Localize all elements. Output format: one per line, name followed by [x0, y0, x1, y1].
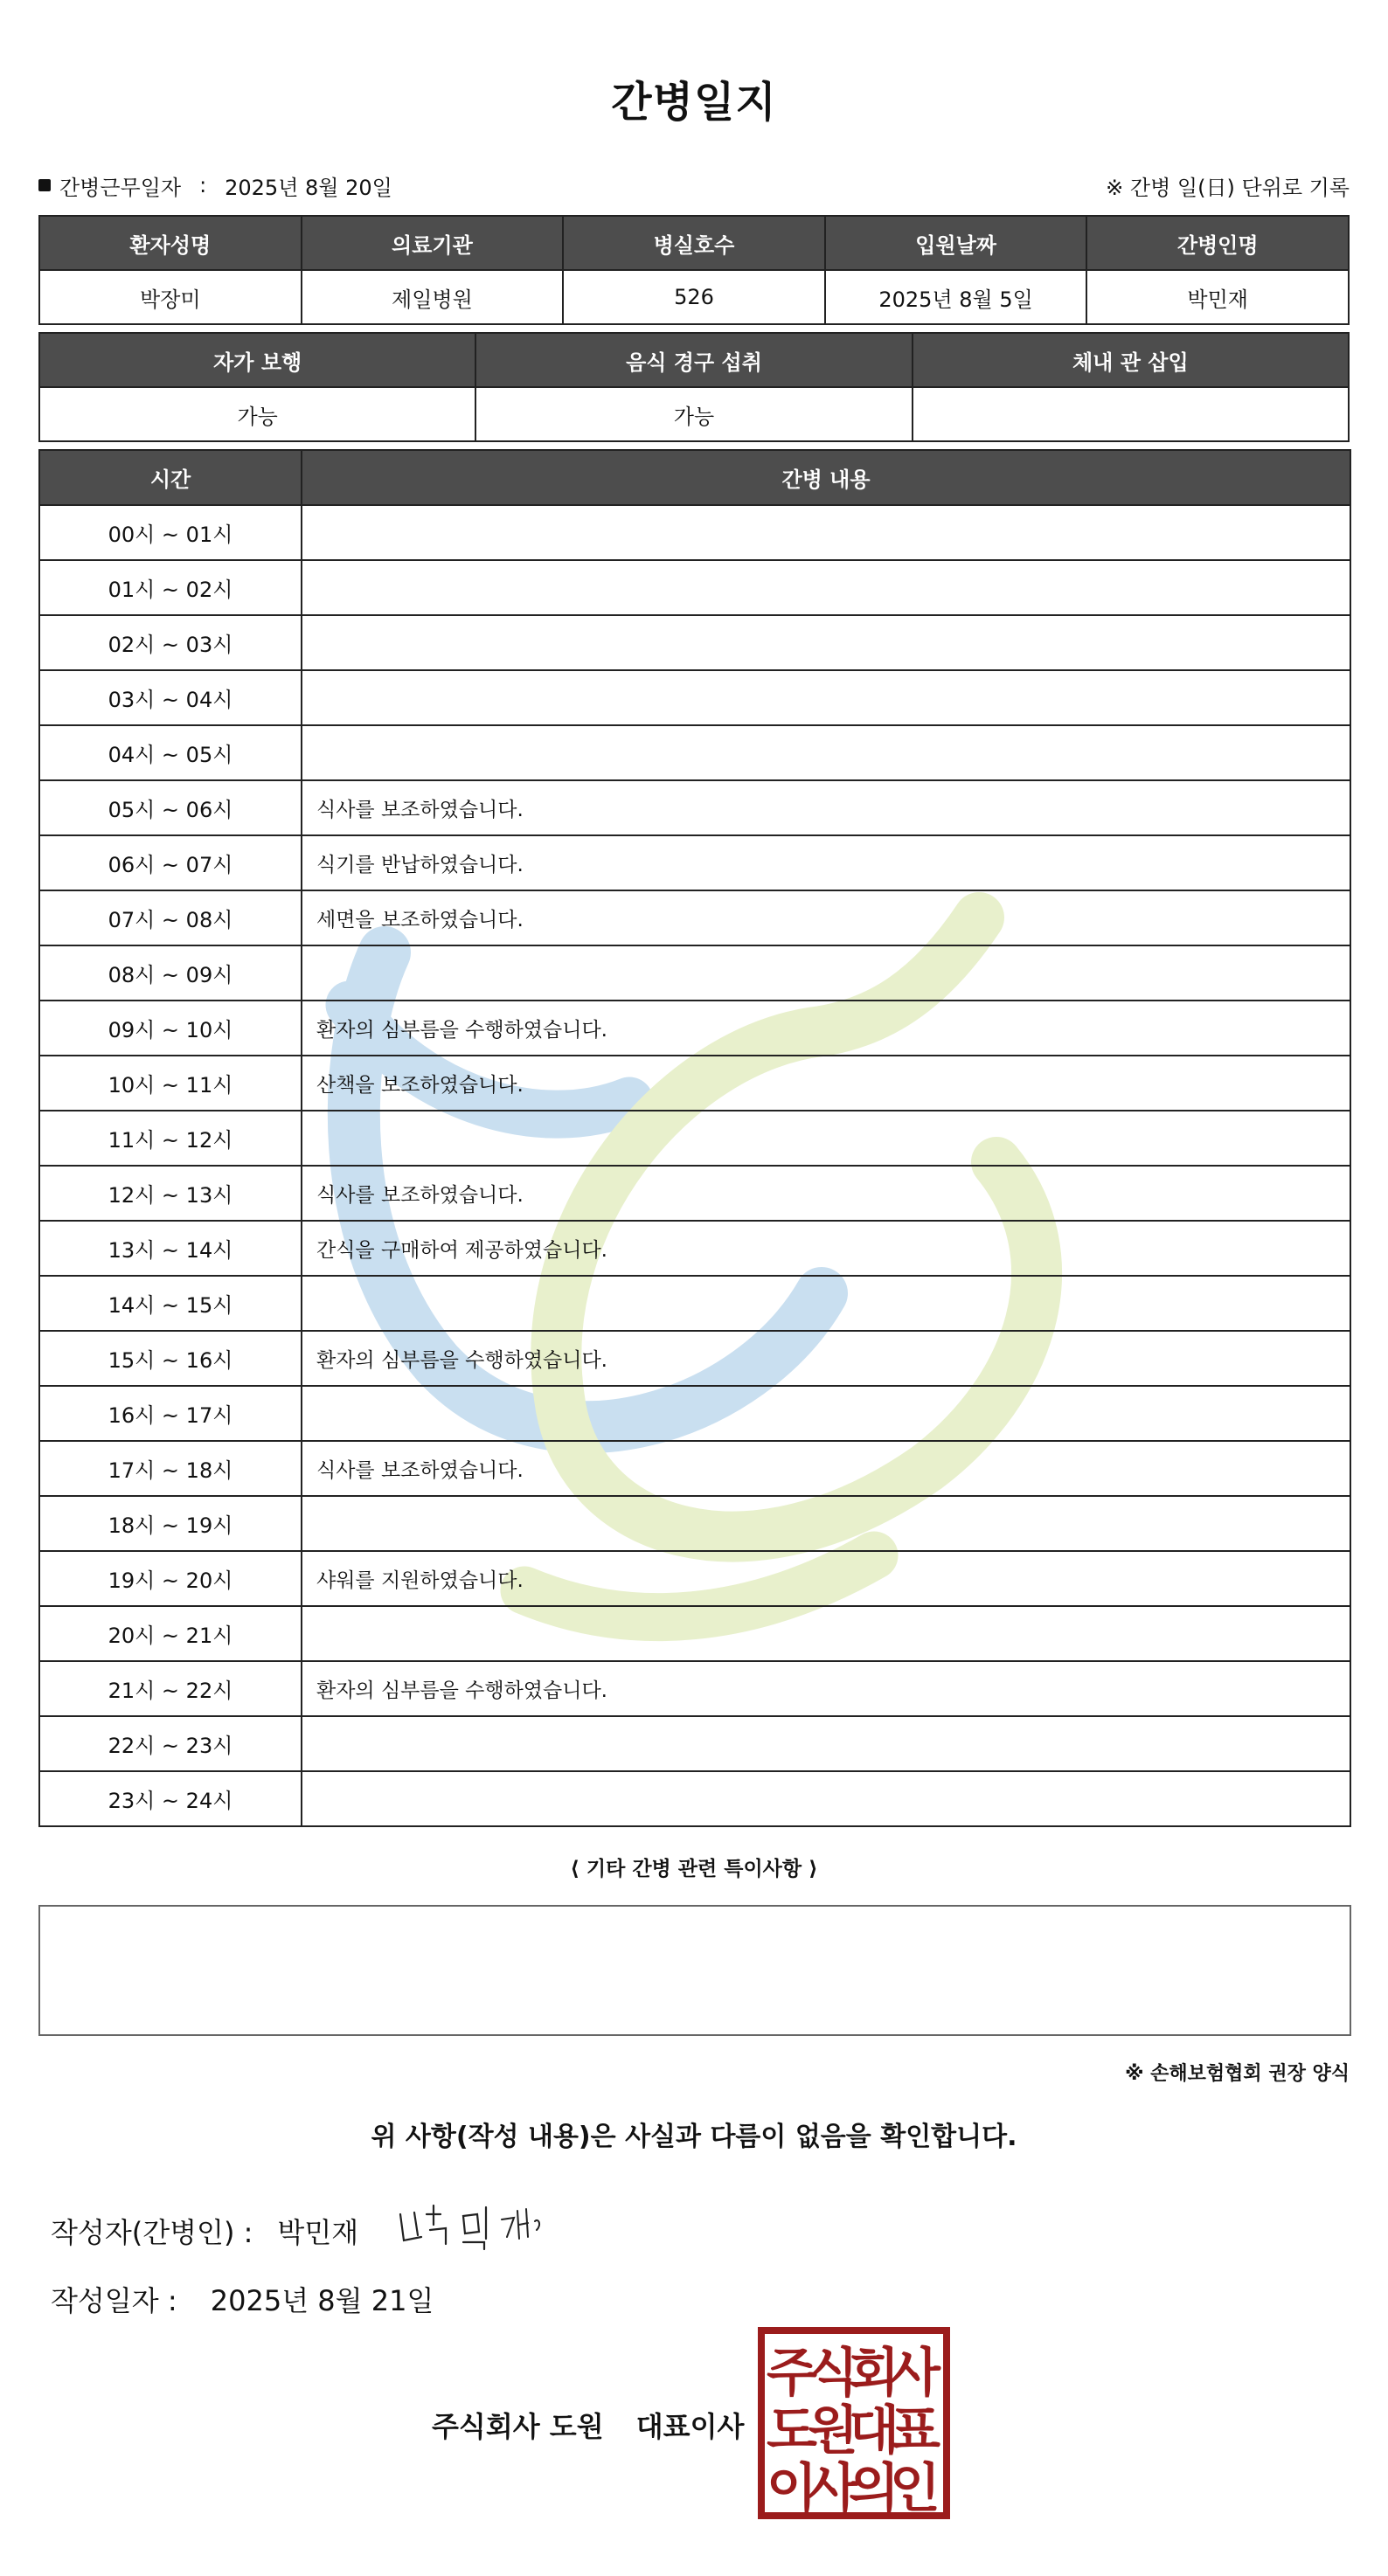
table-row [39, 1661, 1350, 1716]
header-care-content: 간병 내용 [302, 450, 1350, 505]
confirmation-statement: 위 사항(작성 내용)은 사실과 다름이 없음을 확인합니다. [371, 2122, 1017, 2152]
value-patient-name: 박장미 [39, 270, 302, 324]
content-cell: 샤워를 지원하였습니다. [302, 1551, 1350, 1606]
table-row [39, 890, 1350, 945]
table-row [39, 560, 1350, 615]
header-self-walking: 자가 보행 [39, 333, 475, 387]
company-line [432, 2405, 744, 2445]
time-cell: 08시 ~ 09시 [39, 945, 302, 1001]
patient-value-row [39, 270, 1349, 324]
writer-label: 작성자(간병인) : [51, 2216, 253, 2249]
table-row [39, 835, 1350, 890]
value-hospital: 제일병원 [302, 270, 564, 324]
time-cell: 04시 ~ 05시 [39, 725, 302, 780]
work-date-value: 2025년 8월 20일 [225, 175, 392, 200]
written-date-label: 작성일자 : [51, 2284, 177, 2317]
value-caregiver-name: 박민재 [1086, 270, 1349, 324]
time-cell: 19시 ~ 20시 [39, 1551, 302, 1606]
time-cell: 02시 ~ 03시 [39, 615, 302, 670]
association-note: ※ 손해보험협회 권장 양식 [1125, 2063, 1350, 2085]
content-cell [302, 1716, 1350, 1771]
time-cell: 20시 ~ 21시 [39, 1606, 302, 1661]
svg-text:인: 인 [890, 2458, 940, 2519]
svg-text:사: 사 [890, 2343, 940, 2404]
table-row [39, 1111, 1350, 1166]
table-row [39, 1056, 1350, 1111]
content-cell [302, 615, 1350, 670]
content-cell [302, 1496, 1350, 1551]
header-admission-date: 입원날짜 [825, 216, 1087, 270]
header-tube-insertion: 체내 관 삽입 [913, 333, 1349, 387]
time-cell: 17시 ~ 18시 [39, 1441, 302, 1496]
table-row [39, 780, 1350, 835]
content-cell: 세면을 보조하였습니다. [302, 890, 1350, 945]
table-row [39, 1496, 1350, 1551]
svg-text:식: 식 [808, 2343, 858, 2404]
table-row [39, 1166, 1350, 1221]
patient-header-row [39, 216, 1349, 270]
time-cell: 07시 ~ 08시 [39, 890, 302, 945]
time-cell: 12시 ~ 13시 [39, 1166, 302, 1221]
written-date-value: 2025년 8월 21일 [210, 2284, 434, 2317]
company-name: 주식회사 도원 [432, 2410, 604, 2443]
care-log-table [38, 449, 1351, 1827]
page-title: 간병일지 [611, 78, 777, 127]
content-cell: 환자의 심부름을 수행하였습니다. [302, 1001, 1350, 1056]
work-date-separator: : [199, 173, 207, 197]
header-time: 시간 [39, 450, 302, 505]
svg-text:도: 도 [767, 2400, 817, 2462]
value-oral-intake: 가능 [475, 387, 912, 441]
content-cell [302, 945, 1350, 1001]
table-row [39, 670, 1350, 725]
time-cell: 09시 ~ 10시 [39, 1001, 302, 1056]
svg-text:이: 이 [767, 2458, 817, 2519]
svg-text:의: 의 [849, 2458, 899, 2519]
time-cell: 11시 ~ 12시 [39, 1111, 302, 1166]
content-cell: 간식을 구매하여 제공하였습니다. [302, 1221, 1350, 1276]
bullet-square-icon [38, 179, 51, 191]
content-cell [302, 1606, 1350, 1661]
content-cell [302, 1276, 1350, 1331]
table-row [39, 1716, 1350, 1771]
header-oral-intake: 음식 경구 섭취 [475, 333, 912, 387]
status-value-row [39, 387, 1349, 441]
content-cell: 식사를 보조하였습니다. [302, 1441, 1350, 1496]
time-cell: 14시 ~ 15시 [39, 1276, 302, 1331]
patient-info-table [38, 215, 1350, 325]
content-cell [302, 505, 1350, 560]
header-room-number: 병실호수 [563, 216, 825, 270]
company-title: 대표이사 [635, 2410, 745, 2443]
time-cell: 15시 ~ 16시 [39, 1331, 302, 1386]
time-cell: 22시 ~ 23시 [39, 1716, 302, 1771]
table-row [39, 505, 1350, 560]
notes-box [38, 1905, 1351, 2036]
table-row [39, 1331, 1350, 1386]
svg-text:원: 원 [808, 2400, 858, 2462]
header-patient-name: 환자성명 [39, 216, 302, 270]
content-cell: 식사를 보조하였습니다. [302, 1166, 1350, 1221]
content-cell [302, 560, 1350, 615]
time-cell: 18시 ~ 19시 [39, 1496, 302, 1551]
header-hospital: 의료기관 [302, 216, 564, 270]
table-row [39, 1276, 1350, 1331]
table-row [39, 945, 1350, 1001]
svg-text:회: 회 [849, 2343, 899, 2404]
svg-text:사: 사 [808, 2458, 858, 2519]
work-date-label: 간병근무일자 [59, 175, 182, 200]
table-row [39, 1441, 1350, 1496]
company-seal-stamp [757, 2326, 951, 2520]
table-row [39, 1606, 1350, 1661]
work-date-row [38, 168, 1350, 203]
content-cell [302, 1111, 1350, 1166]
record-note: ※ 간병 일(日) 단위로 기록 [1106, 175, 1350, 200]
time-cell: 06시 ~ 07시 [39, 835, 302, 890]
content-cell [302, 725, 1350, 780]
content-cell: 환자의 심부름을 수행하였습니다. [302, 1331, 1350, 1386]
written-date-row [51, 2279, 434, 2319]
value-self-walking: 가능 [39, 387, 475, 441]
svg-text:대: 대 [849, 2400, 899, 2462]
header-caregiver-name: 간병인명 [1086, 216, 1349, 270]
value-tube-insertion [913, 387, 1349, 441]
notes-title: ⟨ 기타 간병 관련 특이사항 ⟩ [570, 1858, 818, 1880]
table-row [39, 725, 1350, 780]
time-cell: 03시 ~ 04시 [39, 670, 302, 725]
svg-text:주: 주 [767, 2343, 817, 2404]
content-cell: 환자의 심부름을 수행하였습니다. [302, 1661, 1350, 1716]
time-cell: 13시 ~ 14시 [39, 1221, 302, 1276]
content-cell [302, 1386, 1350, 1441]
svg-text:표: 표 [890, 2400, 940, 2462]
handwritten-signature [395, 2195, 552, 2256]
content-cell [302, 1771, 1350, 1826]
table-row [39, 1551, 1350, 1606]
table-row [39, 1386, 1350, 1441]
time-cell: 00시 ~ 01시 [39, 505, 302, 560]
table-row [39, 615, 1350, 670]
value-admission-date: 2025년 8월 5일 [825, 270, 1087, 324]
table-row [39, 1771, 1350, 1826]
time-cell: 21시 ~ 22시 [39, 1661, 302, 1716]
table-row [39, 1001, 1350, 1056]
writer-row [51, 2211, 358, 2251]
patient-status-table [38, 332, 1350, 442]
time-cell: 23시 ~ 24시 [39, 1771, 302, 1826]
log-header-row [39, 450, 1350, 505]
time-cell: 16시 ~ 17시 [39, 1386, 302, 1441]
content-cell: 식사를 보조하였습니다. [302, 780, 1350, 835]
time-cell: 01시 ~ 02시 [39, 560, 302, 615]
writer-name: 박민재 [277, 2216, 359, 2249]
status-header-row [39, 333, 1349, 387]
content-cell: 산책을 보조하였습니다. [302, 1056, 1350, 1111]
time-cell: 10시 ~ 11시 [39, 1056, 302, 1111]
table-row [39, 1221, 1350, 1276]
time-cell: 05시 ~ 06시 [39, 780, 302, 835]
content-cell [302, 670, 1350, 725]
content-cell: 식기를 반납하였습니다. [302, 835, 1350, 890]
value-room-number: 526 [563, 270, 825, 324]
